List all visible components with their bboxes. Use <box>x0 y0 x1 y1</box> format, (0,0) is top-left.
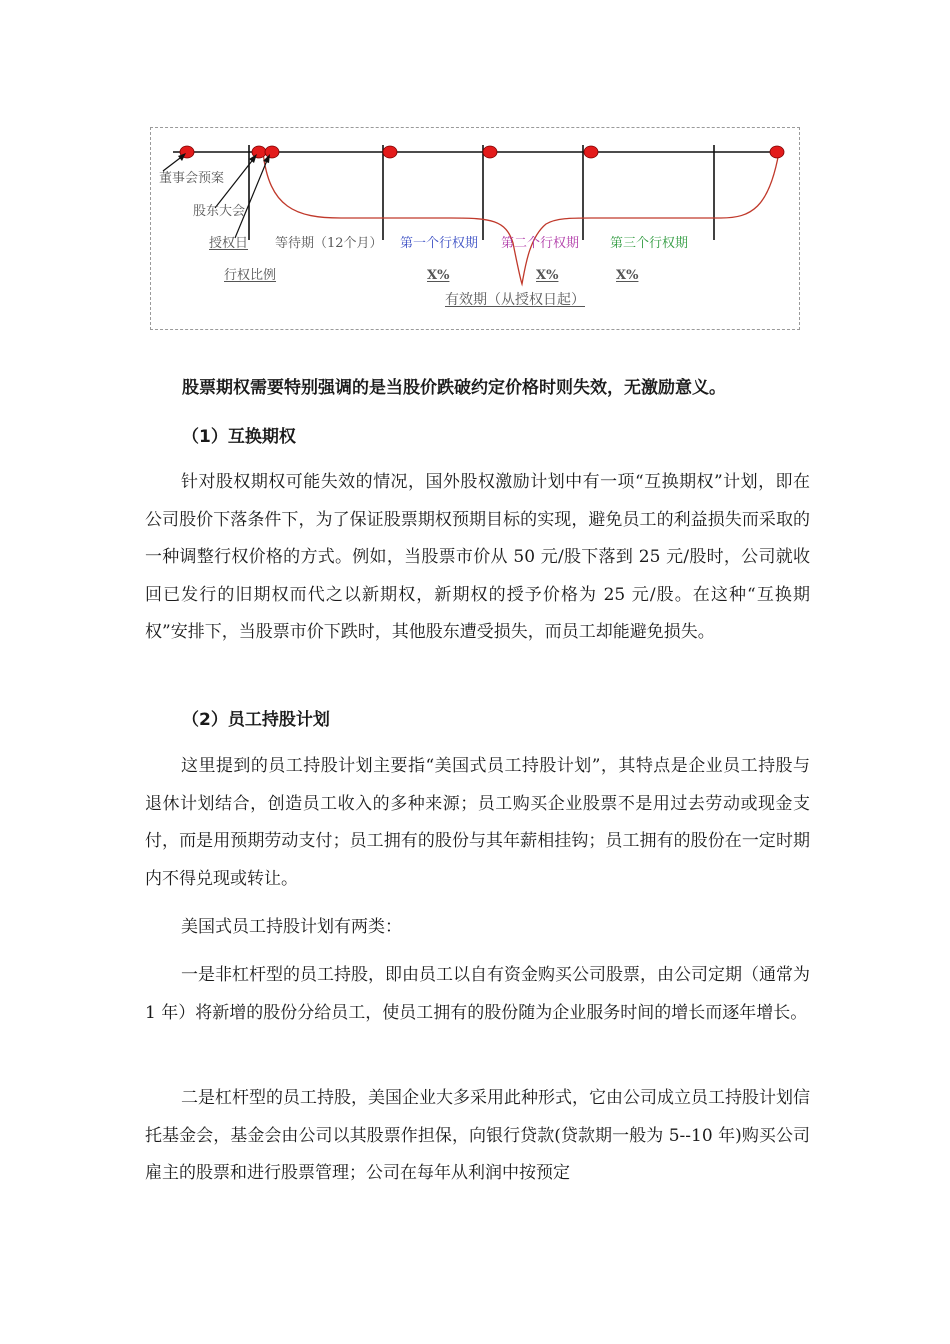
marker-vest-2 <box>483 146 497 158</box>
section-heading-swap-options: （1）互换期权 <box>182 427 296 447</box>
label-waiting-period: 等待期（12个月） <box>275 236 383 251</box>
label-ratio-3: X% <box>616 268 639 283</box>
option-value-curve <box>263 152 779 284</box>
label-exercise-period-2: 第二个行权期 <box>501 236 580 251</box>
label-shareholders-meeting: 股东大会 <box>193 204 246 219</box>
paragraph-leveraged: 二是杠杆型的员工持股，美国企业大多采用此种形式，它由公司成立员工持股计划信托基金会，基金会由公司以其股票作担保，向银行贷款(贷款期一般为 5--10 年)购买公司雇主的股票和进行股票管理；公司在每年从利润中按预定 <box>145 1088 810 1183</box>
marker-vest-1 <box>383 146 397 158</box>
paragraph-esop-types: 美国式员工持股计划有两类： <box>181 917 402 937</box>
paragraph-esop-definition: 这里提到的员工持股计划主要指“美国式员工持股计划”，其特点是企业员工持股与退休计划结合，创造员工收入的多种来源；员工购买企业股票不是用过去劳动或现金支付，而是用预期劳动支付；员工拥有的股份与其年薪相挂钩；员工拥有的股份在一定时期内不得兑现或转让。 <box>145 756 810 889</box>
paragraph-swap-options: 针对股权期权可能失效的情况，国外股权激励计划中有一项“互换期权”计划，即在公司股价下落条件下，为了保证股票期权预期目标的实现，避免员工的利益损失而采取的一种调整行权价格的方式。例如，当股票市价从 50 元/股下落到 25 元/股时，公司就收回已发行的旧期权而代之以新期权，新期权的授予价格为 25 元/股。在这种“互换期权”安排下，当股票市价下跌时，其他股东遭受损失，而员工却能避免损失。 <box>145 472 810 642</box>
label-exercise-period-3: 第三个行权期 <box>610 236 689 251</box>
marker-expiry <box>770 146 784 158</box>
label-ratio-1: X% <box>427 268 450 283</box>
marker-grant-day <box>265 146 279 158</box>
stock-option-timeline-diagram <box>150 127 800 330</box>
label-exercise-period-1: 第一个行权期 <box>400 236 479 251</box>
label-validity-period: 有效期（从授权日起） <box>445 292 585 308</box>
emphasis-sentence: 股票期权需要特别强调的是当股价跌破约定价格时则失效，无激励意义。 <box>182 378 726 398</box>
label-ratio-2: X% <box>536 268 559 283</box>
arrow-grant <box>235 158 268 238</box>
label-board-proposal: 董事会预案 <box>159 171 225 186</box>
marker-vest-3 <box>584 146 598 158</box>
section-heading-esop: （2）员工持股计划 <box>182 710 330 730</box>
label-grant-day: 授权日 <box>209 236 249 251</box>
label-vest-ratio: 行权比例 <box>224 268 277 283</box>
paragraph-non-leveraged: 一是非杠杆型的员工持股，即由员工以自有资金购买公司股票，由公司定期（通常为 1 年）将新增的股份分给员工，使员工拥有的股份随为企业服务时间的增长而逐年增长。 <box>145 965 810 1023</box>
